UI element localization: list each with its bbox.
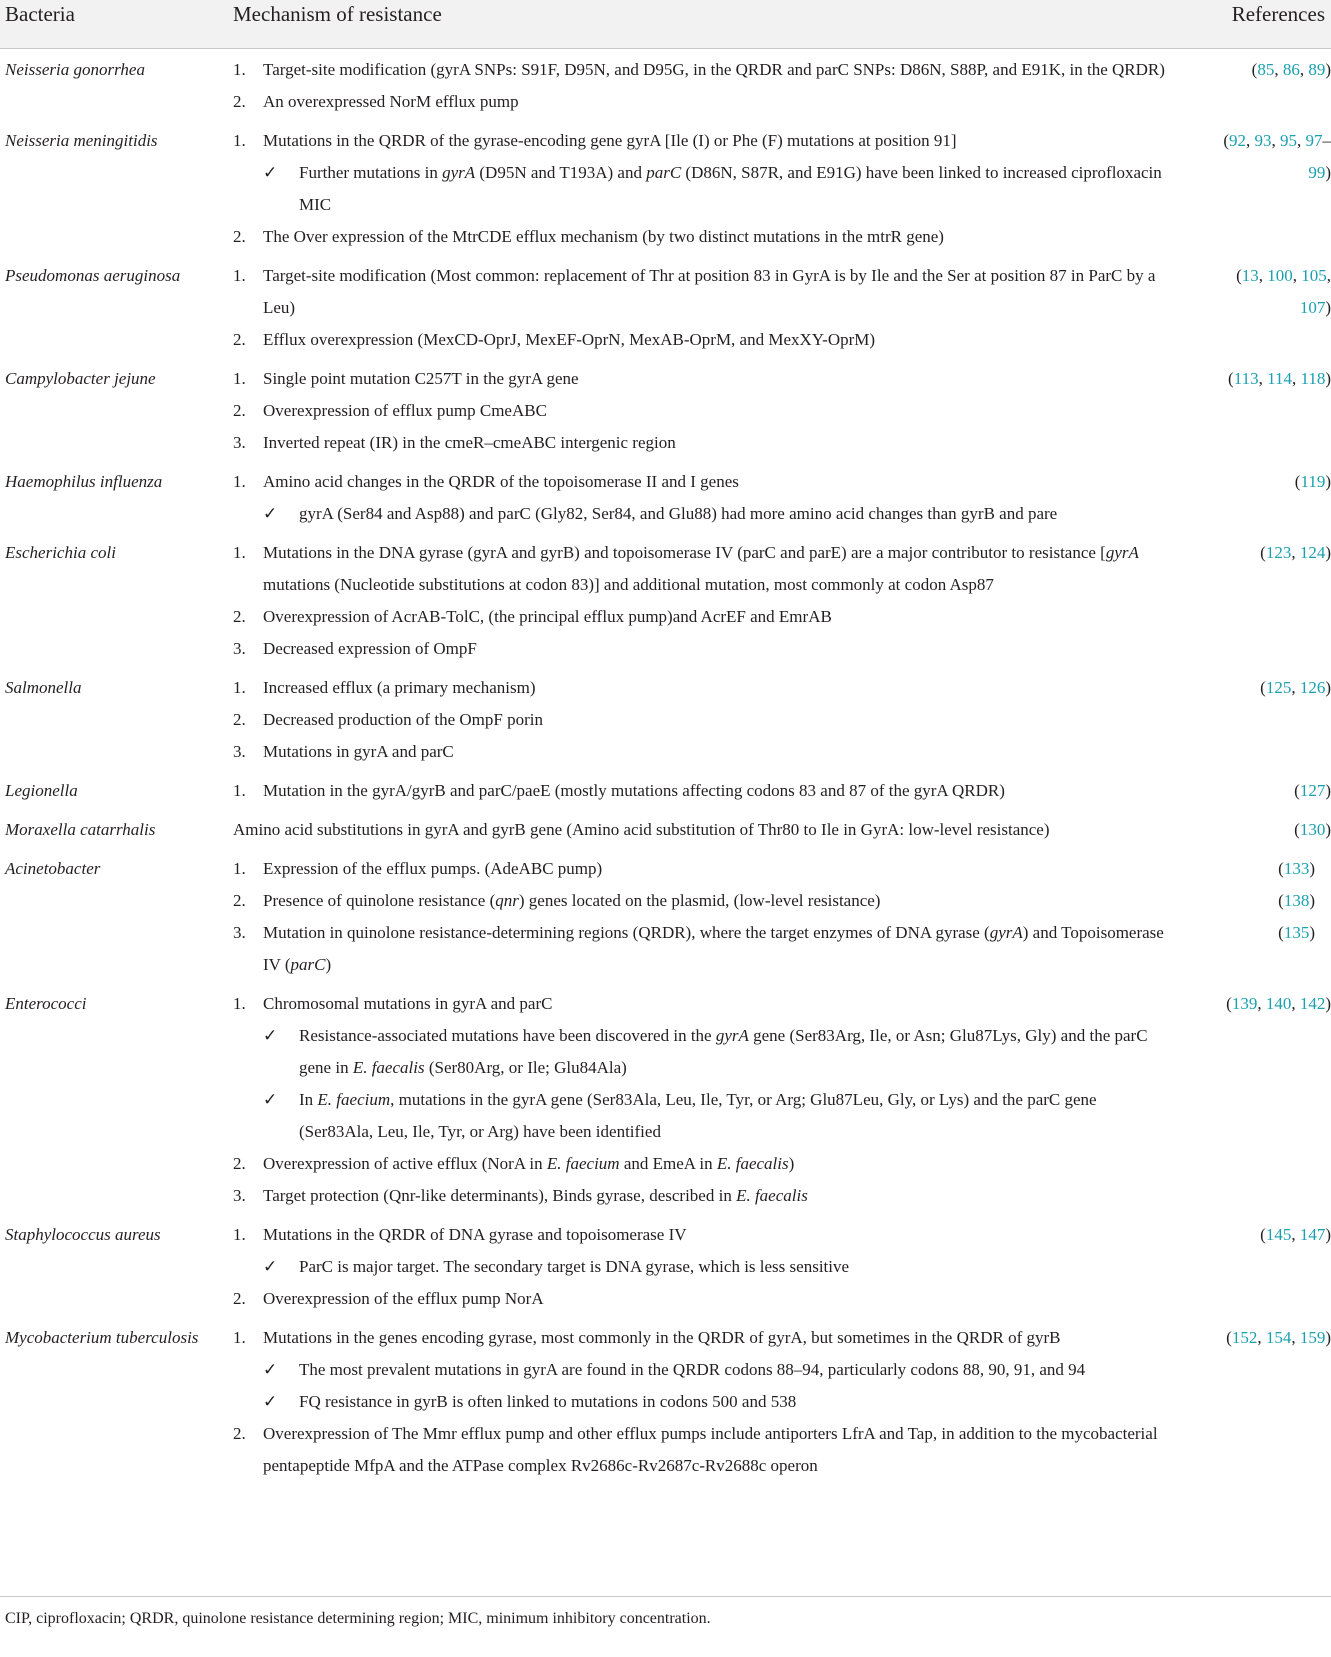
item-number: 1. xyxy=(233,369,246,388)
item-number: 2. xyxy=(233,891,246,910)
mechanism-text: In E. faecium, mutations in the gyrA gene (Ser83Ala, Leu, Ile, Tyr, or Arg; Glu87Leu, Gly, or Lys) and the parC gene (Ser83Ala, Leu, Ile, Tyr, or Arg) have been identified xyxy=(299,1090,1097,1141)
mechanism-text: Decreased production of the OmpF porin xyxy=(263,710,543,729)
reference-line: (127) xyxy=(1294,781,1331,800)
mechanism-item xyxy=(233,86,1168,118)
table-row xyxy=(0,48,1331,119)
reference-line: 107) xyxy=(1299,298,1331,317)
table-row xyxy=(0,531,1331,666)
reference-line: (145, 147) xyxy=(1260,1225,1331,1244)
item-number: 3. xyxy=(233,1186,246,1205)
reference-link[interactable]: 127 xyxy=(1299,781,1326,800)
mechanism-text: Chromosomal mutations in gyrA and parC xyxy=(263,994,553,1013)
reference-link[interactable]: 125 xyxy=(1265,678,1292,697)
item-number: 1. xyxy=(233,131,246,150)
table-row xyxy=(0,1316,1331,1483)
item-number: 1. xyxy=(233,472,246,491)
mechanism-item xyxy=(233,917,1315,981)
reference-link[interactable]: 92 xyxy=(1229,131,1246,150)
mechanism-text: Presence of quinolone resistance (qnr) genes located on the plasmid, (low-level resistance) xyxy=(263,891,881,910)
mechanism-item xyxy=(233,775,1168,807)
mechanism-text: Overexpression of efflux pump CmeABC xyxy=(263,401,547,420)
checkmark-icon: ✓ xyxy=(263,1360,278,1379)
header-mechanism: Mechanism of resistance xyxy=(233,2,442,26)
reference-link[interactable]: 86 xyxy=(1282,60,1300,79)
reference-link[interactable]: 140 xyxy=(1265,994,1292,1013)
item-number: 1. xyxy=(233,994,246,1013)
item-number: 1. xyxy=(233,60,246,79)
mechanism-item xyxy=(233,1219,1168,1251)
mechanism-item xyxy=(233,601,1168,633)
mechanism-text: Further mutations in gyrA (D95N and T193A) and parC (D86N, S87R, and E91G) have been linked to increased ciprofloxacin MIC xyxy=(299,163,1162,214)
mechanism-text: Single point mutation C257T in the gyrA gene xyxy=(263,369,579,388)
reference-link[interactable]: 107 xyxy=(1299,298,1326,317)
mechanism-text: Target-site modification (Most common: replacement of Thr at position 83 in GyrA is by Ile and the Ser at position 87 in ParC by a Leu) xyxy=(263,266,1156,317)
bacteria-name: Legionella xyxy=(5,781,78,800)
mechanism-text: The Over expression of the MtrCDE efflux mechanism (by two distinct mutations in the mtrR gene) xyxy=(263,227,944,246)
bacteria-name: Acinetobacter xyxy=(5,859,101,878)
bacteria-name: Staphylococcus aureus xyxy=(5,1225,161,1244)
table-header xyxy=(0,0,1331,48)
reference-link[interactable]: 105 xyxy=(1301,266,1327,285)
reference-line: (123, 124) xyxy=(1260,543,1331,562)
reference-line: 99) xyxy=(1308,163,1331,182)
mechanism-text: Overexpression of AcrAB-TolC, (the principal efflux pump)and AcrEF and EmrAB xyxy=(263,607,832,626)
item-number: 2. xyxy=(233,227,246,246)
item-number: 2. xyxy=(233,1154,246,1173)
checkmark-icon: ✓ xyxy=(263,1090,278,1109)
mechanism-text: FQ resistance in gyrB is often linked to mutations in codons 500 and 538 xyxy=(299,1392,797,1411)
sub-bullet-item xyxy=(233,157,1168,221)
reference-link[interactable]: 100 xyxy=(1267,266,1293,285)
mechanism-text: An overexpressed NorM efflux pump xyxy=(263,92,519,111)
mechanism-text: Overexpression of The Mmr efflux pump and other efflux pumps include antiporters LfrA and Tap, in addition to the mycobacterial pentapeptide MfpA and the ATPase complex Rv2686c-Rv2687c-Rv2688c operon xyxy=(263,1424,1158,1475)
mechanism-item xyxy=(233,125,1168,157)
mechanism-text: The most prevalent mutations in gyrA are found in the QRDR codons 88–94, particularly codons 88, 90, 91, and 94 xyxy=(299,1360,1086,1379)
bacteria-name: Salmonella xyxy=(5,678,82,697)
table-row xyxy=(0,357,1331,460)
header-bacteria: Bacteria xyxy=(5,2,75,26)
reference-link[interactable]: 85 xyxy=(1257,60,1275,79)
mechanism-item xyxy=(233,324,1168,356)
references-cell xyxy=(1211,775,1331,807)
bacteria-name: Escherichia coli xyxy=(5,543,116,562)
references-cell xyxy=(1211,466,1331,498)
mechanism-item xyxy=(233,427,1168,459)
mechanism-text: Decreased expression of OmpF xyxy=(263,639,477,658)
mechanism-text: Amino acid changes in the QRDR of the topoisomerase II and I genes xyxy=(263,472,739,491)
item-number: 1. xyxy=(233,266,246,285)
mechanism-item xyxy=(233,537,1168,601)
table-row xyxy=(0,254,1331,357)
reference-link[interactable]: 118 xyxy=(1300,369,1326,388)
item-number: 1. xyxy=(233,781,246,800)
bacteria-name: Moraxella catarrhalis xyxy=(5,820,156,839)
sub-bullet-item xyxy=(233,1354,1168,1386)
checkmark-icon: ✓ xyxy=(263,1026,278,1045)
reference-link[interactable]: 95 xyxy=(1280,131,1297,150)
table-row xyxy=(0,847,1331,982)
mechanism-item xyxy=(233,221,1168,253)
item-number: 2. xyxy=(233,330,246,349)
reference-link[interactable]: 152 xyxy=(1231,1328,1258,1347)
mechanism-item xyxy=(233,466,1168,498)
mechanism-text: Mutations in the DNA gyrase (gyrA and gyrB) and topoisomerase IV (parC and parE) are a major contributor to resistance [gyrA mutations (Nucleotide substitutions at codon 83)] and additional mutation, most commonly at codon Asp87 xyxy=(263,543,1139,594)
references-cell xyxy=(1211,1322,1331,1354)
table-row xyxy=(0,1213,1331,1316)
item-number: 2. xyxy=(233,92,246,111)
item-number: 2. xyxy=(233,1424,246,1443)
reference-link[interactable]: 113 xyxy=(1233,369,1259,388)
mechanism-item xyxy=(233,633,1168,665)
mechanism-item xyxy=(233,885,1315,917)
header-references: References xyxy=(1231,2,1325,26)
reference-link[interactable]: 139 xyxy=(1231,994,1258,1013)
item-number: 2. xyxy=(233,1289,246,1308)
reference-link[interactable]: 130 xyxy=(1299,820,1326,839)
reference-link[interactable]: 114 xyxy=(1267,369,1292,388)
reference-line: (113, 114, 118) xyxy=(1228,369,1331,388)
mechanism-text: Resistance-associated mutations have been discovered in the gyrA gene (Ser83Arg, Ile, or Asn; Glu87Lys, Gly) and the parC gene in E. faecalis (Ser80Arg, or Ile; Glu84Ala) xyxy=(299,1026,1148,1077)
mechanism-text: Overexpression of active efflux (NorA in E. faecium and EmeA in E. faecalis) xyxy=(263,1154,795,1173)
references-cell xyxy=(1211,988,1331,1020)
mechanism-item xyxy=(233,1148,1168,1180)
mechanism-item xyxy=(233,1180,1168,1212)
references-cell xyxy=(1211,1219,1331,1251)
mechanism-text: Target protection (Qnr-like determinants), Binds gyrase, described in E. faecalis xyxy=(263,1186,808,1205)
checkmark-icon: ✓ xyxy=(263,504,278,523)
mechanism-item xyxy=(233,1283,1168,1315)
mechanism-text: Mutations in gyrA and parC xyxy=(263,742,454,761)
item-number: 1. xyxy=(233,678,246,697)
table-footnote: CIP, ciprofloxacin; QRDR, quinolone resistance determining region; MIC, minimum inhibitory concentration. xyxy=(5,1610,711,1627)
reference-line: (125, 126) xyxy=(1260,678,1331,697)
reference-line: (85, 86, 89) xyxy=(1251,60,1331,79)
mechanism-text: Increased efflux (a primary mechanism) xyxy=(263,678,536,697)
references-cell xyxy=(1211,260,1331,324)
item-reference: (138) xyxy=(1278,891,1315,910)
sub-bullet-item xyxy=(233,1251,1168,1283)
reference-line: (119) xyxy=(1294,472,1331,491)
bacteria-name: Haemophilus influenza xyxy=(5,472,163,491)
references-cell xyxy=(1211,537,1331,569)
item-number: 1. xyxy=(233,1328,246,1347)
reference-link[interactable]: 145 xyxy=(1265,1225,1292,1244)
mechanism-item xyxy=(233,736,1168,768)
reference-link[interactable]: 135 xyxy=(1283,923,1310,942)
mechanism-text: Amino acid substitutions in gyrA and gyrB gene (Amino acid substitution of Thr80 to Ile in GyrA: low-level resistance) xyxy=(233,820,1050,839)
reference-link[interactable]: 123 xyxy=(1265,543,1292,562)
item-number: 3. xyxy=(233,433,246,452)
reference-link[interactable]: 138 xyxy=(1283,891,1310,910)
sub-bullet-item xyxy=(233,1084,1168,1148)
checkmark-icon: ✓ xyxy=(263,1392,278,1411)
bacteria-name: Campylobacter jejune xyxy=(5,369,156,388)
mechanism-item xyxy=(233,853,1315,885)
mechanism-text: Mutation in quinolone resistance-determining regions (QRDR), where the target enzymes of DNA gyrase (gyrA) and Topoisomerase IV (parC) xyxy=(263,923,1164,974)
table-row xyxy=(0,982,1331,1213)
mechanism-item xyxy=(233,704,1168,736)
item-number: 1. xyxy=(233,859,246,878)
mechanism-item xyxy=(233,814,1168,846)
sub-bullet-item xyxy=(233,1386,1168,1418)
references-cell xyxy=(1211,672,1331,704)
table-row xyxy=(0,119,1331,254)
reference-link[interactable]: 126 xyxy=(1299,678,1326,697)
references-cell xyxy=(1211,814,1331,846)
mechanism-text: gyrA (Ser84 and Asp88) and parC (Gly82, Ser84, and Glu88) had more amino acid changes than gyrB and pare xyxy=(299,504,1058,523)
item-number: 2. xyxy=(233,401,246,420)
item-number: 1. xyxy=(233,1225,246,1244)
mechanism-text: Inverted repeat (IR) in the cmeR–cmeABC intergenic region xyxy=(263,433,676,452)
reference-link[interactable]: 142 xyxy=(1299,994,1326,1013)
references-cell xyxy=(1211,125,1331,189)
reference-link[interactable]: 124 xyxy=(1299,543,1326,562)
item-number: 1. xyxy=(233,543,246,562)
references-cell xyxy=(1211,54,1331,86)
reference-link[interactable]: 89 xyxy=(1308,60,1326,79)
mechanism-item xyxy=(233,672,1168,704)
table-row xyxy=(0,666,1331,769)
references-cell xyxy=(1211,363,1331,395)
mechanism-item xyxy=(233,363,1168,395)
mechanism-text: Target-site modification (gyrA SNPs: S91F, D95N, and D95G, in the QRDR and parC SNPs: D86N, S88P, and E91K, in the QRDR) xyxy=(263,60,1165,79)
footer-rule xyxy=(0,1596,1331,1597)
reference-link[interactable]: 147 xyxy=(1299,1225,1326,1244)
reference-link[interactable]: 154 xyxy=(1265,1328,1292,1347)
reference-link[interactable]: 119 xyxy=(1300,472,1326,491)
reference-line: (92, 93, 95, 97– xyxy=(1223,131,1331,150)
reference-link[interactable]: 13 xyxy=(1241,266,1259,285)
mechanism-text: Mutation in the gyrA/gyrB and parC/paeE (mostly mutations affecting codons 83 and 87 of the gyrA QRDR) xyxy=(263,781,1005,800)
mechanism-item xyxy=(233,1418,1168,1482)
checkmark-icon: ✓ xyxy=(263,163,278,182)
reference-link[interactable]: 99 xyxy=(1308,163,1326,182)
item-reference: (135) xyxy=(1278,923,1315,942)
checkmark-icon: ✓ xyxy=(263,1257,278,1276)
mechanism-item xyxy=(233,395,1168,427)
table-row xyxy=(0,808,1331,847)
table-body xyxy=(0,48,1331,1483)
mechanism-text: Expression of the efflux pumps. (AdeABC pump) xyxy=(263,859,603,878)
mechanism-text: Mutations in the QRDR of DNA gyrase and topoisomerase IV xyxy=(263,1225,687,1244)
item-number: 3. xyxy=(233,639,246,658)
table-row xyxy=(0,769,1331,808)
sub-bullet-item xyxy=(233,1020,1168,1084)
sub-bullet-item xyxy=(233,498,1168,530)
reference-line: (13, 100, 105, xyxy=(1236,266,1331,285)
bacteria-name: Pseudomonas aeruginosa xyxy=(5,266,181,285)
item-number: 2. xyxy=(233,710,246,729)
mechanism-item xyxy=(233,1322,1168,1354)
bacteria-name: Neisseria meningitidis xyxy=(5,131,158,150)
mechanism-text: Mutations in the QRDR of the gyrase-encoding gene gyrA [Ile (I) or Phe (F) mutations at position 91] xyxy=(263,131,957,150)
mechanism-text: Overexpression of the efflux pump NorA xyxy=(263,1289,544,1308)
reference-line: (139, 140, 142) xyxy=(1226,994,1331,1013)
item-number: 2. xyxy=(233,607,246,626)
mechanism-text: Mutations in the genes encoding gyrase, most commonly in the QRDR of gyrA, but sometimes in the QRDR of gyrB xyxy=(263,1328,1061,1347)
reference-line: (152, 154, 159) xyxy=(1226,1328,1331,1347)
item-reference: (133) xyxy=(1278,859,1315,878)
mechanism-item xyxy=(233,54,1168,86)
item-number: 3. xyxy=(233,923,246,942)
mechanism-text: Efflux overexpression (MexCD-OprJ, MexEF-OprN, MexAB-OprM, and MexXY-OprM) xyxy=(263,330,876,349)
bacteria-name: Mycobacterium tuberculosis xyxy=(5,1328,199,1347)
reference-link[interactable]: 133 xyxy=(1283,859,1310,878)
reference-line: (130) xyxy=(1294,820,1331,839)
mechanism-item xyxy=(233,988,1168,1020)
bacteria-name: Neisseria gonorrhea xyxy=(5,60,145,79)
reference-link[interactable]: 93 xyxy=(1254,131,1272,150)
mechanism-item xyxy=(233,260,1168,324)
reference-link[interactable]: 159 xyxy=(1299,1328,1326,1347)
reference-link[interactable]: 97 xyxy=(1305,131,1323,150)
item-number: 3. xyxy=(233,742,246,761)
bacteria-name: Enterococci xyxy=(5,994,87,1013)
mechanism-text: ParC is major target. The secondary target is DNA gyrase, which is less sensitive xyxy=(299,1257,850,1276)
table-row xyxy=(0,460,1331,531)
